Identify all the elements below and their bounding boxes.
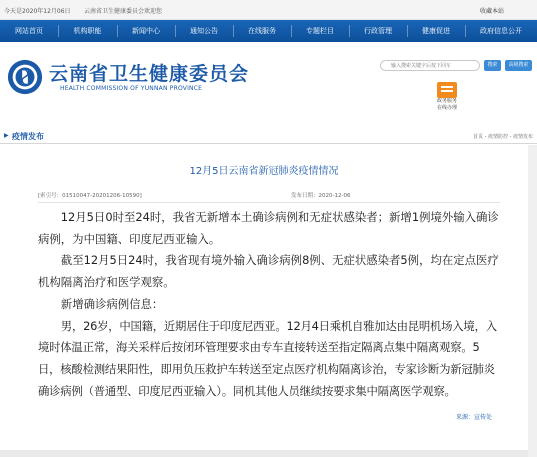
national-emblem-icon bbox=[6, 58, 44, 96]
main-nav bbox=[0, 20, 537, 42]
article-paragraph: 男，26岁，中国籍，近期居住于印度尼西亚。12月4日乘机自雅加达由昆明机场入境，入境时体温正常，海关采样后按闭环管理要求由专车直接转送至指定隔离点集中隔离观察。5日，核酸检测结果阳性，即用负压救护车转送至定点医疗机构隔离诊治，专家诊断为新冠肺炎确诊病例（普通型、印度尼西亚输入）。同机其他人员继续按要求集中隔离医学观察。 bbox=[38, 318, 497, 398]
nav-item-topics[interactable]: 专题栏目 bbox=[306, 27, 334, 35]
article-source: 来源：宣传处 bbox=[455, 414, 492, 421]
nav-item-administration[interactable]: 行政管理 bbox=[364, 27, 392, 35]
bookmark-link[interactable]: 收藏本站 bbox=[479, 8, 504, 15]
article-paragraph: 新增确诊病例信息： bbox=[60, 296, 164, 311]
top-utility-bar bbox=[0, 0, 537, 20]
nav-item-notices[interactable]: 通知公告 bbox=[190, 27, 218, 35]
article-paragraph: 截至12月5日24时，我省现有境外输入确诊病例8例、无症状感染者5例，均在定点医疗机构隔离治疗和医学观察。 bbox=[38, 253, 499, 290]
section-header bbox=[0, 128, 537, 144]
article-body bbox=[38, 207, 500, 402]
welcome-text: 云南省卫生健康委员会欢迎您 bbox=[84, 8, 163, 15]
search-button[interactable]: 搜索 bbox=[484, 60, 501, 71]
bottom-strip bbox=[0, 450, 528, 457]
publish-date: 发布日期：2020-12-06 bbox=[291, 193, 351, 199]
nav-item-health-promotion[interactable]: 健康促进 bbox=[422, 27, 450, 35]
current-date: 今天是2020年12月06日 bbox=[4, 8, 71, 15]
nav-item-home[interactable]: 网站首页 bbox=[15, 27, 43, 35]
online-service-link[interactable] bbox=[430, 82, 464, 122]
briefcase-icon bbox=[437, 82, 457, 98]
nav-item-gov-info[interactable]: 政府信息公开 bbox=[480, 27, 522, 35]
article-title: 12月5日云南省新冠肺炎疫情情况 bbox=[189, 166, 339, 177]
section-arrow-icon: ▶ bbox=[4, 132, 9, 139]
article-meta bbox=[38, 191, 500, 201]
nav-item-news[interactable]: 新闻中心 bbox=[132, 27, 160, 35]
search-input[interactable] bbox=[380, 60, 480, 71]
breadcrumb[interactable]: 首页 - 疫情防控 - 疫情发布 bbox=[473, 134, 533, 140]
service-label-line1: 政务服务 bbox=[436, 98, 457, 104]
page-scrollbar[interactable] bbox=[528, 145, 537, 457]
section-title: 疫情发布 bbox=[12, 132, 44, 141]
advanced-search-button[interactable]: 高级搜索 bbox=[505, 60, 532, 71]
article-paragraph: 12月5日0时至24时，我省无新增本土确诊病例和无症状感染者；新增1例境外输入确诊病例，为中国籍、印度尼西亚输入。 bbox=[38, 210, 499, 246]
site-subtitle: HEALTH COMMISSION OF YUNNAN PROVINCE bbox=[60, 85, 203, 92]
site-title[interactable]: 云南省卫生健康委员会 bbox=[49, 63, 250, 85]
index-number: [索引号：01510047-20201206-10590] bbox=[38, 193, 142, 199]
service-label-line2: 在线办理 bbox=[436, 105, 457, 111]
nav-item-functions[interactable]: 机构职能 bbox=[73, 27, 102, 35]
meta-divider bbox=[38, 202, 500, 203]
nav-item-online-services[interactable]: 在线服务 bbox=[248, 27, 276, 35]
